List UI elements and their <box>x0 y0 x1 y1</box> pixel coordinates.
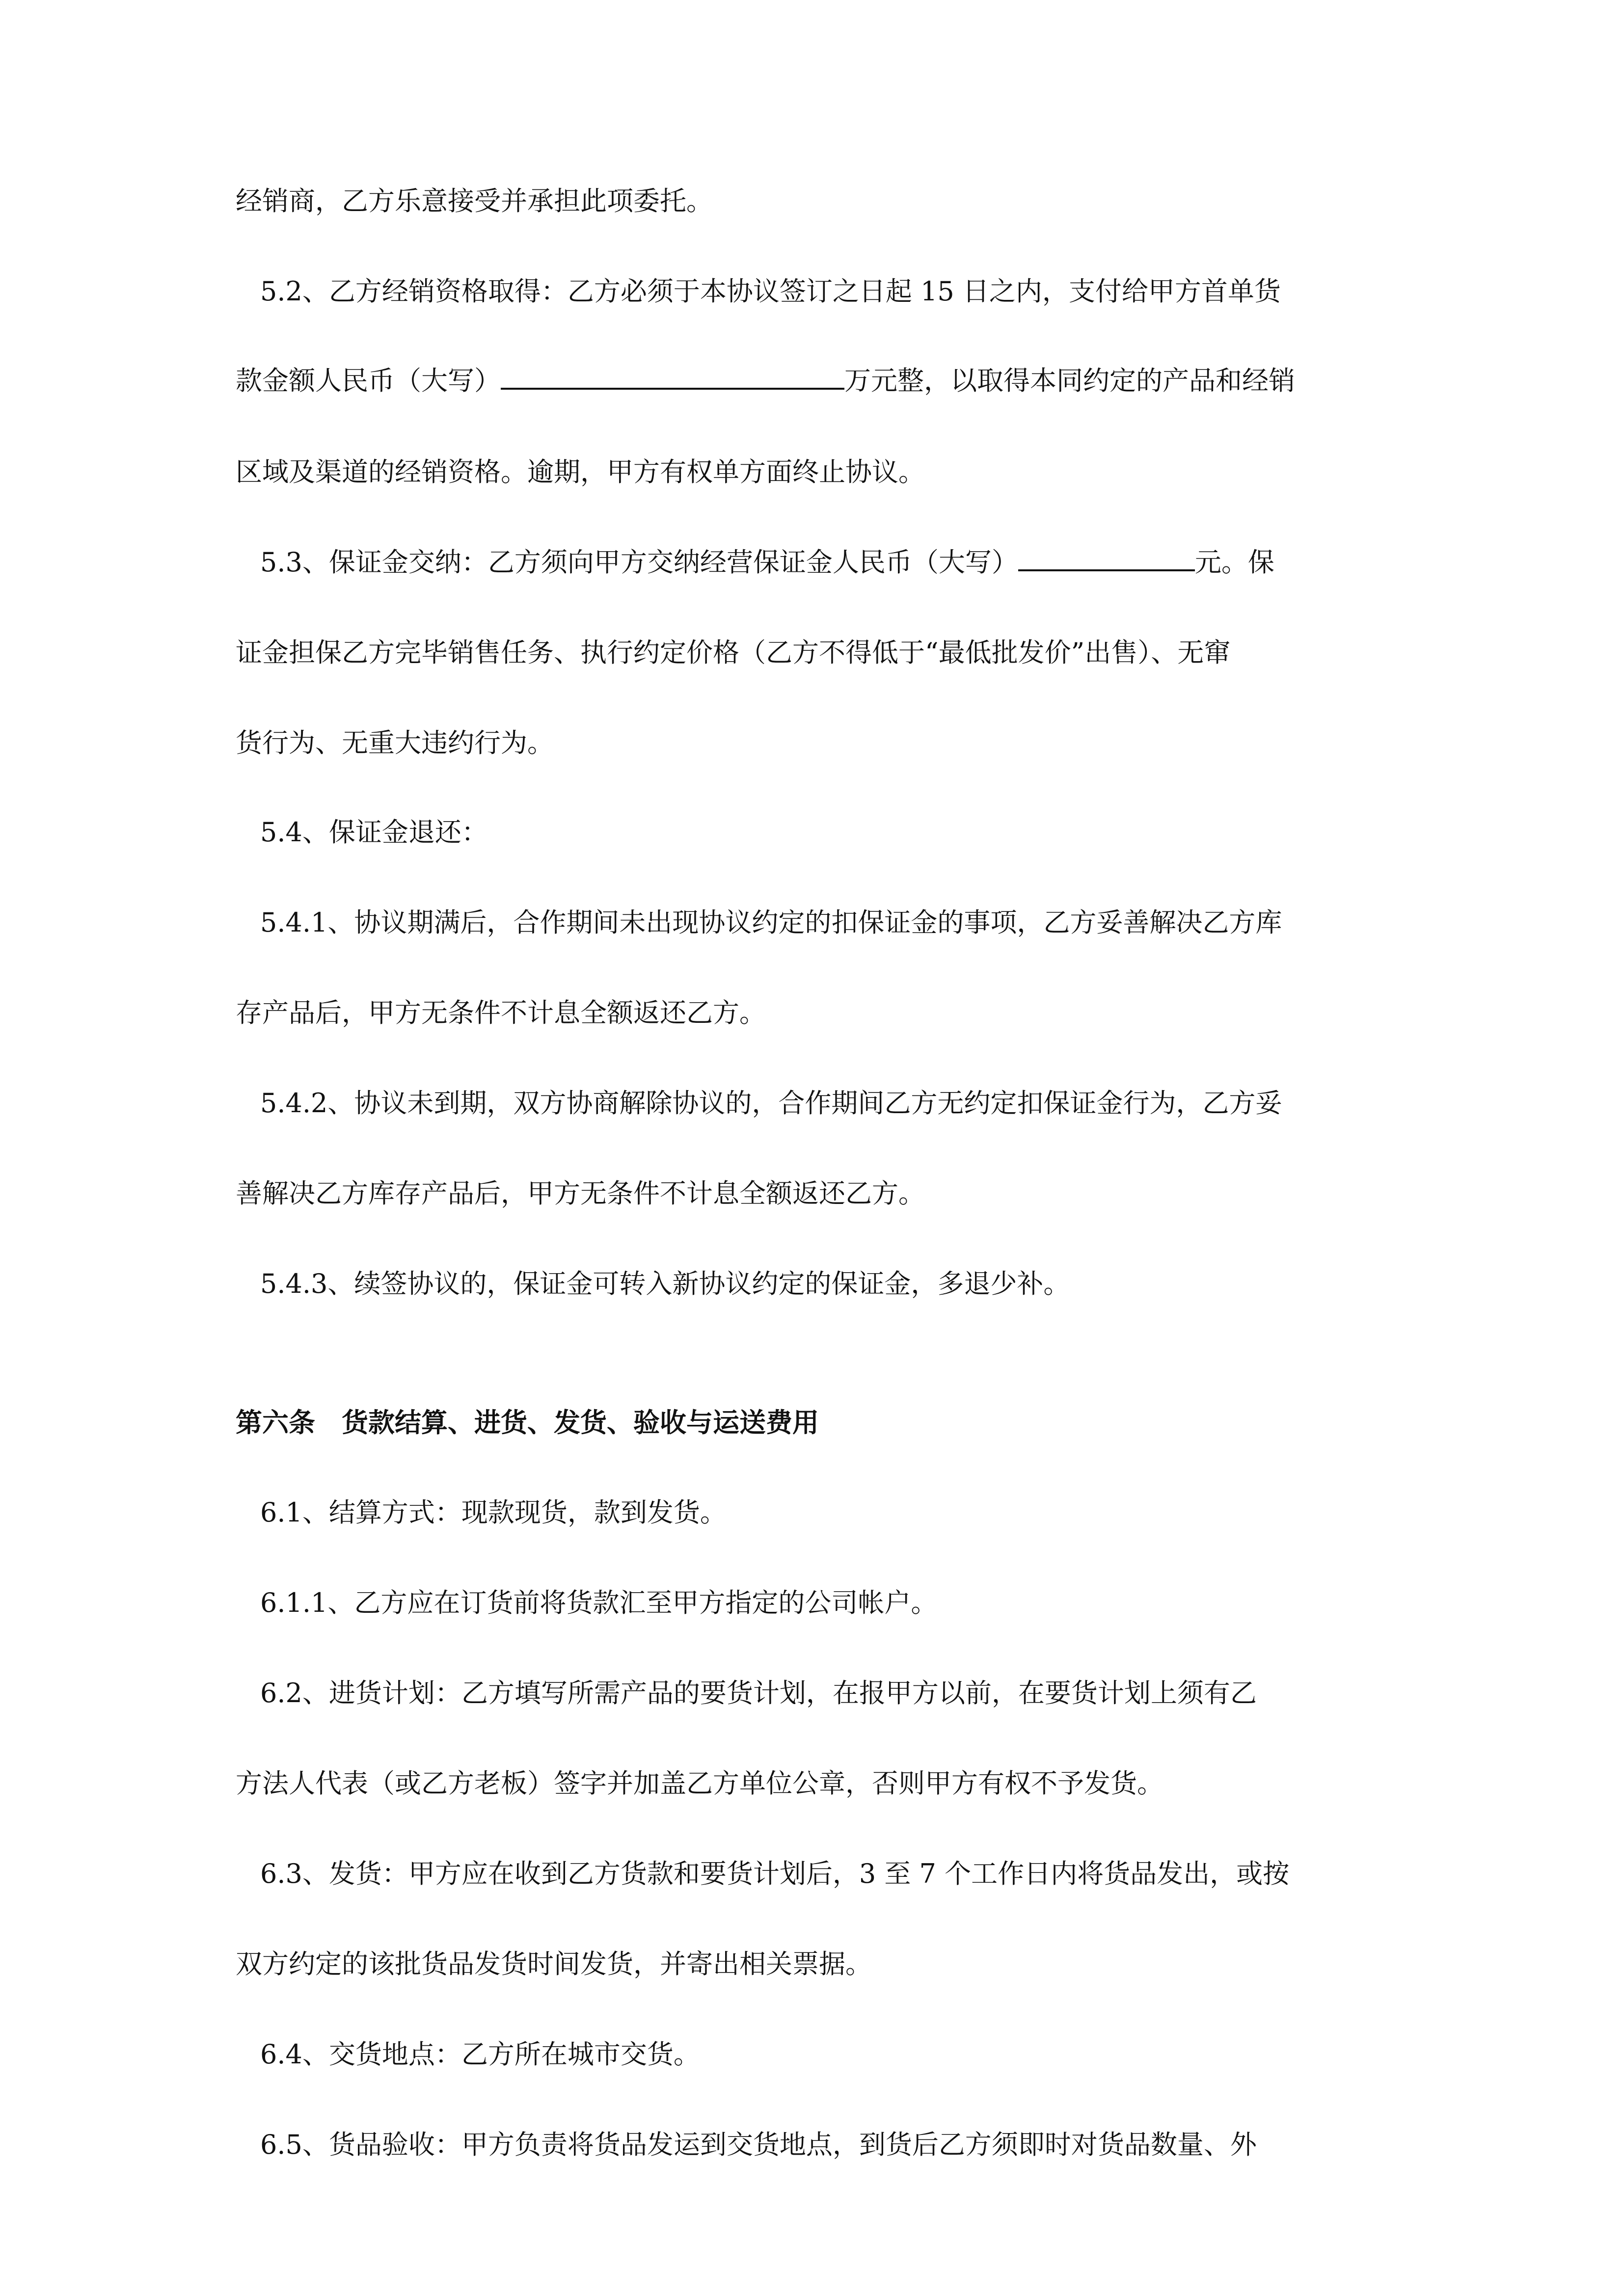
paragraph-line: 经销商，乙方乐意接受并承担此项委托。 <box>236 186 713 216</box>
clause-6-1-1: 6.1.1、乙方应在订货前将货款汇至甲方指定的公司帐户。 <box>260 1587 938 1618</box>
clause-6-1: 6.1、结算方式：现款现货，款到发货。 <box>260 1497 727 1528</box>
clause-6-2-line-2: 方法人代表（或乙方老板）签字并加盖乙方单位公章，否则甲方有权不予发货。 <box>236 1768 1164 1799</box>
clause-5-4-1-line-2: 存产品后，甲方无条件不计息全额返还乙方。 <box>236 997 766 1028</box>
clause-5-4-2-line-1: 5.4.2、协议未到期，双方协商解除协议的，合作期间乙方无约定扣保证金行为，乙方妥 <box>260 1088 1282 1119</box>
clause-5-2-line-3: 区域及渠道的经销资格。逾期，甲方有权单方面终止协议。 <box>236 456 925 487</box>
text-segment: 5.3、保证金交纳：乙方须向甲方交纳经营保证金人民币（大写） <box>260 547 1018 578</box>
deposit-blank <box>1018 545 1195 571</box>
text-segment: 万元整，以取得本同约定的产品和经销 <box>844 365 1295 396</box>
article-6-heading: 第六条 货款结算、进货、发货、验收与运送费用 <box>236 1407 819 1438</box>
clause-5-4: 5.4、保证金退还： <box>260 817 488 848</box>
clause-5-3-line-2: 证金担保乙方完毕销售任务、执行约定价格（乙方不得低于“最低批发价”出售）、无窜 <box>236 637 1231 668</box>
clause-6-3-line-1: 6.3、发货：甲方应在收到乙方货款和要货计划后，3 至 7 个工作日内将货品发出，或按 <box>260 1858 1290 1889</box>
clause-5-2-line-2 <box>236 362 1414 400</box>
clause-6-2-line-1: 6.2、进货计划：乙方填写所需产品的要货计划，在报甲方以前，在要货计划上须有乙 <box>260 1678 1257 1709</box>
amount-blank <box>501 363 844 390</box>
clause-5-3-line-1 <box>260 544 1438 581</box>
text-segment: 元。保 <box>1194 547 1274 578</box>
clause-6-5-line-1: 6.5、货品验收：甲方负责将货品发运到交货地点，到货后乙方须即时对货品数量、外 <box>260 2129 1257 2160</box>
text-segment: 款金额人民币（大写） <box>236 365 501 396</box>
clause-5-4-2-line-2: 善解决乙方库存产品后，甲方无条件不计息全额返还乙方。 <box>236 1178 925 1209</box>
clause-6-3-line-2: 双方约定的该批货品发货时间发货，并寄出相关票据。 <box>236 1949 872 1979</box>
clause-5-2-line-1: 5.2、乙方经销资格取得：乙方必须于本协议签订之日起 15 日之内，支付给甲方首单货 <box>260 276 1281 307</box>
clause-5-4-3: 5.4.3、续签协议的，保证金可转入新协议约定的保证金，多退少补。 <box>260 1268 1070 1299</box>
clause-5-3-line-3: 货行为、无重大违约行为。 <box>236 727 554 758</box>
clause-6-4: 6.4、交货地点：乙方所在城市交货。 <box>260 2039 700 2070</box>
clause-5-4-1-line-1: 5.4.1、协议期满后，合作期间未出现协议约定的扣保证金的事项，乙方妥善解决乙方库 <box>260 907 1282 938</box>
